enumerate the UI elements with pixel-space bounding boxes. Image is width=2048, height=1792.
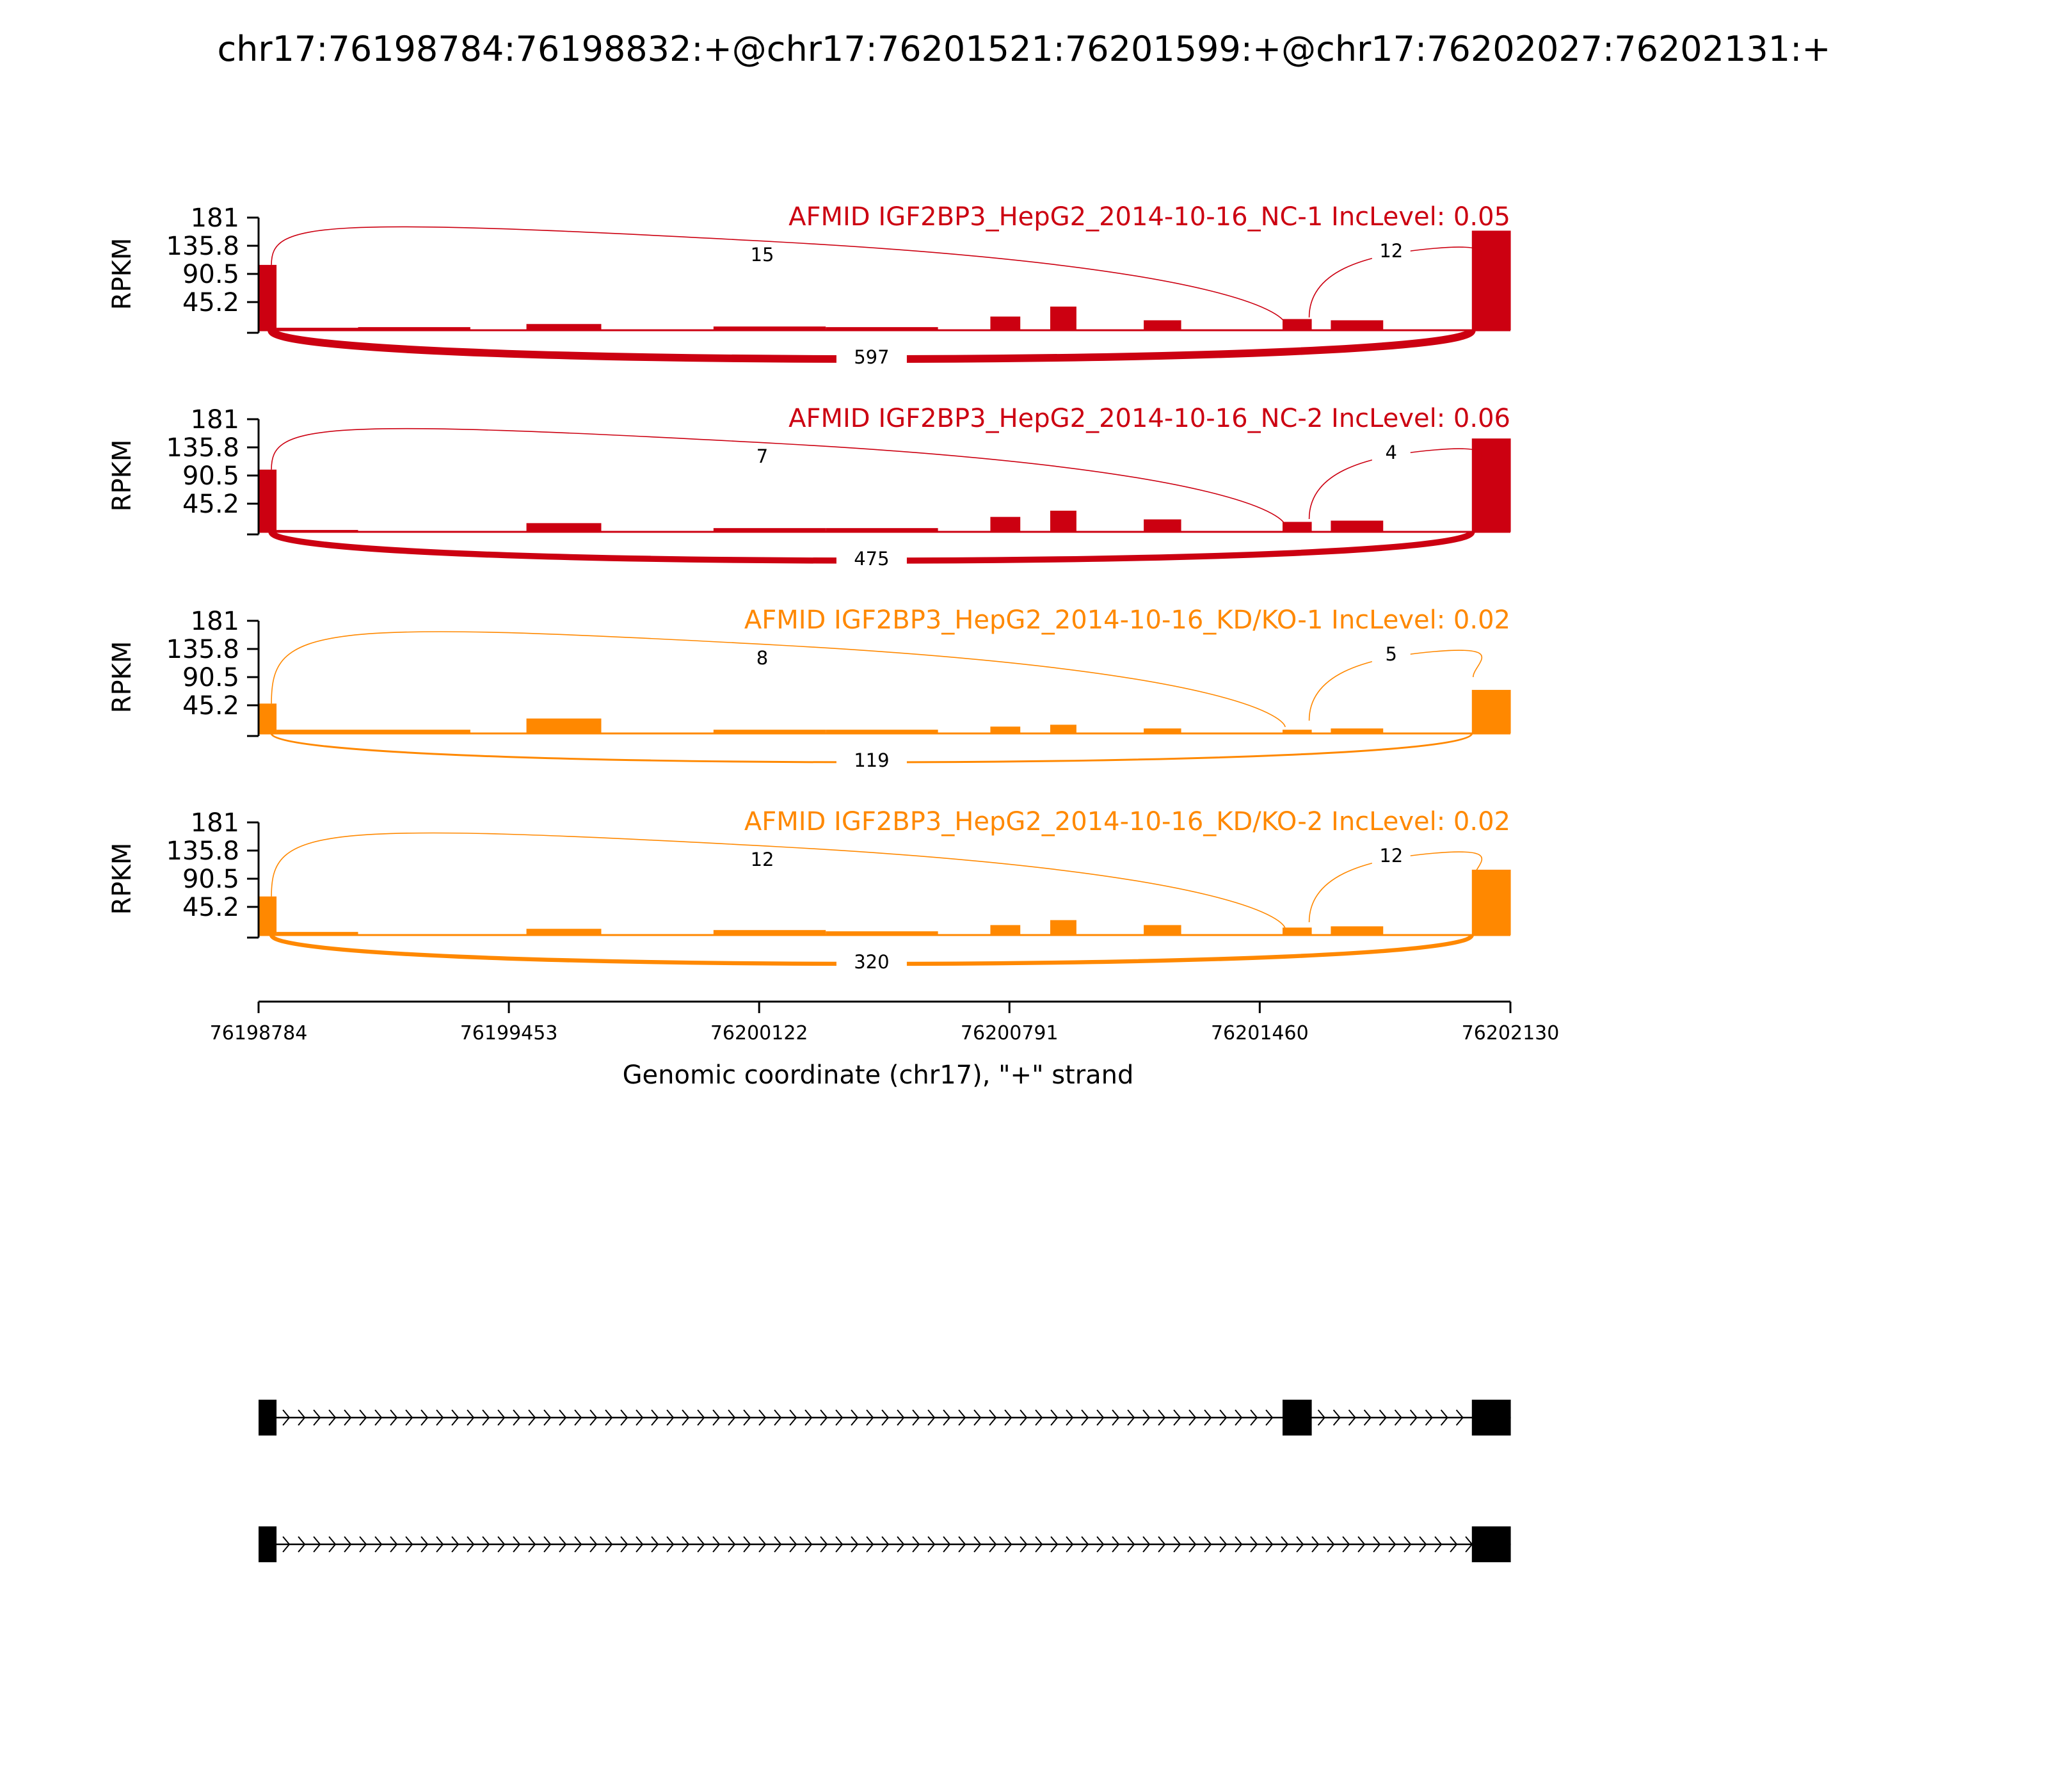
x-axis-label: Genomic coordinate (chr17), "+" strand	[622, 1060, 1134, 1090]
y-tick-label: 135.8	[166, 836, 239, 866]
coverage-bar	[259, 897, 276, 935]
y-tick-label: 181	[190, 607, 239, 636]
exon-block	[1472, 1526, 1511, 1562]
coverage-bar	[1331, 926, 1383, 935]
sample-title: AFMID IGF2BP3_HepG2_2014-10-16_NC-2 IncLevel: 0.06	[788, 404, 1510, 433]
y-tick-label: 45.2	[182, 691, 239, 721]
junction-label-skipping: 119	[854, 749, 890, 771]
coverage-bar	[1472, 438, 1511, 532]
coverage-bar	[1283, 319, 1312, 330]
sample-title: AFMID IGF2BP3_HepG2_2014-10-16_KD/KO-1 IncLevel: 0.02	[744, 605, 1510, 635]
junction-label-upstream: 8	[756, 647, 769, 669]
y-axis-label: RPKM	[108, 237, 137, 310]
x-tick-label: 76198784	[209, 1022, 308, 1044]
coverage-bar	[990, 925, 1020, 935]
x-tick-label: 76200791	[960, 1022, 1059, 1044]
sample-title: AFMID IGF2BP3_HepG2_2014-10-16_NC-1 IncLevel: 0.05	[788, 202, 1510, 232]
junction-label-upstream: 15	[750, 244, 774, 266]
coverage-bar	[1472, 230, 1511, 330]
exon-block	[1472, 1400, 1511, 1436]
sample-title: AFMID IGF2BP3_HepG2_2014-10-16_KD/KO-2 IncLevel: 0.02	[744, 807, 1510, 836]
junction-label-downstream: 4	[1385, 442, 1398, 463]
junction-label-downstream: 5	[1385, 643, 1398, 665]
junction-label-skipping: 475	[854, 548, 890, 570]
coverage-bar	[1472, 690, 1511, 733]
coverage-bar	[1283, 927, 1312, 935]
coverage-bar	[259, 265, 276, 330]
y-tick-label: 135.8	[166, 231, 239, 261]
coverage-bar	[1144, 520, 1181, 532]
x-tick-label: 76202130	[1461, 1022, 1560, 1044]
y-tick-label: 181	[190, 405, 239, 435]
coverage-bar	[1144, 925, 1181, 935]
y-tick-label: 90.5	[182, 461, 239, 491]
coverage-bar	[1283, 522, 1312, 532]
main-title: chr17:76198784:76198832:+@chr17:76201521:76201599:+@chr17:76202027:76202131:+	[217, 29, 1831, 69]
x-tick-label: 76200122	[710, 1022, 808, 1044]
junction-label-upstream: 12	[750, 849, 774, 870]
x-tick-label: 76201460	[1210, 1022, 1309, 1044]
coverage-bar	[1331, 520, 1383, 532]
x-tick-label: 76199453	[460, 1022, 558, 1044]
junction-label-skipping: 320	[854, 951, 890, 973]
coverage-bar	[1050, 920, 1076, 935]
y-tick-label: 45.2	[182, 288, 239, 318]
y-axis-label: RPKM	[108, 641, 137, 714]
coverage-bar	[259, 703, 276, 733]
junction-label-upstream: 7	[756, 445, 769, 467]
junction-label-downstream: 12	[1379, 845, 1404, 867]
exon-block	[1283, 1400, 1312, 1436]
coverage-bar	[1144, 320, 1181, 330]
y-tick-label: 90.5	[182, 865, 239, 894]
junction-label-skipping: 597	[854, 346, 890, 368]
exon-block	[259, 1526, 276, 1562]
coverage-bar	[990, 317, 1020, 330]
coverage-bar	[990, 517, 1020, 532]
y-tick-label: 45.2	[182, 490, 239, 520]
y-axis-label: RPKM	[108, 439, 137, 512]
coverage-bar	[259, 470, 276, 532]
coverage-bar	[1050, 511, 1076, 532]
coverage-bar	[990, 726, 1020, 733]
exon-block	[259, 1400, 276, 1436]
y-tick-label: 135.8	[166, 433, 239, 463]
coverage-bar	[1472, 870, 1511, 935]
coverage-bar	[1050, 307, 1076, 330]
y-tick-label: 181	[190, 204, 239, 233]
coverage-bar	[1331, 320, 1383, 330]
coverage-bar	[527, 523, 602, 532]
y-tick-label: 135.8	[166, 634, 239, 664]
coverage-bar	[1050, 724, 1076, 733]
y-tick-label: 90.5	[182, 663, 239, 692]
junction-label-downstream: 12	[1379, 240, 1404, 262]
coverage-bar	[527, 719, 602, 733]
y-tick-label: 181	[190, 808, 239, 838]
y-tick-label: 90.5	[182, 260, 239, 289]
y-tick-label: 45.2	[182, 893, 239, 923]
y-axis-label: RPKM	[108, 842, 137, 915]
